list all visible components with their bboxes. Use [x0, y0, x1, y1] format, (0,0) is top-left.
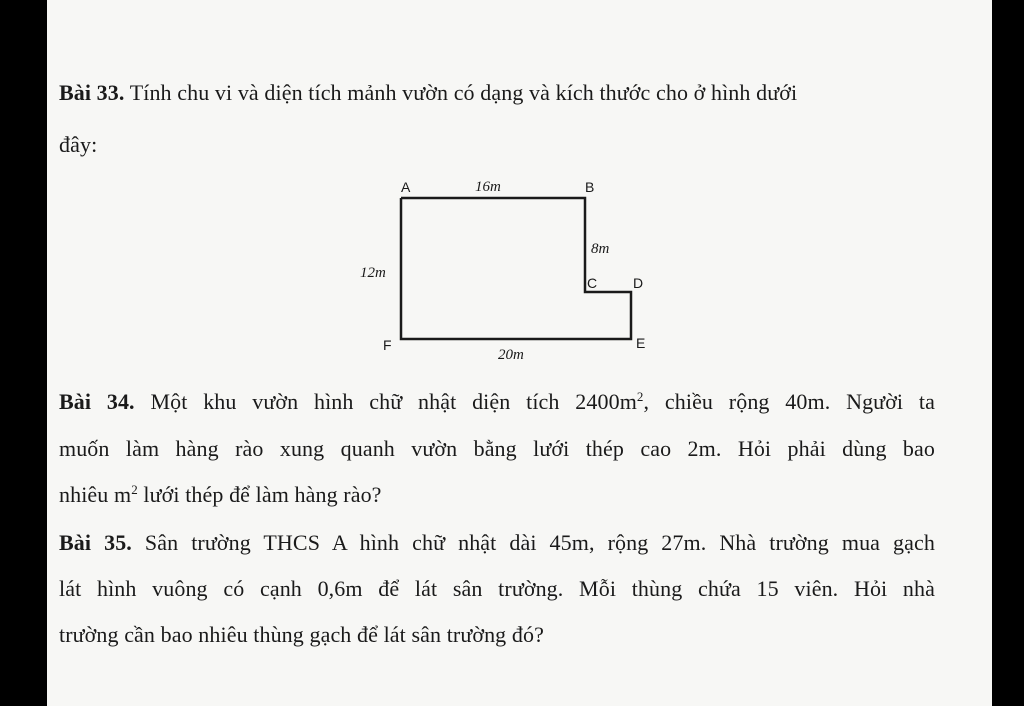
point-label-c: C: [587, 275, 598, 291]
problem-34-text-1a: Một khu vườn hình chữ nhật diện tích 2400m: [134, 389, 637, 414]
dimension-af: 12m: [360, 265, 386, 281]
dimension-bc: 8m: [591, 241, 610, 257]
problem-34-text-3b: lưới thép để làm hàng rào?: [137, 482, 382, 507]
problem-35-line-2: lát hình vuông có cạnh 0,6m để lát sân trường. Mỗi thùng chứa 15 viên. Hỏi nhà: [59, 576, 935, 601]
problem-35-line-3: trường cần bao nhiêu thùng gạch để lát sân trường đó?: [59, 622, 544, 647]
point-label-e: E: [636, 335, 646, 351]
problem-35-label: Bài 35.: [59, 530, 132, 555]
document-page: [47, 0, 992, 706]
garden-outline: [401, 198, 631, 339]
point-label-f: F: [383, 337, 392, 353]
problem-34-line-2: muốn làm hàng rào xung quanh vườn bằng lưới thép cao 2m. Hỏi phải dùng bao: [59, 436, 935, 461]
problem-34-line-1: [59, 389, 935, 415]
problem-34-label: Bài 34.: [59, 389, 135, 414]
problem-33-text-1: Tính chu vi và diện tích mảnh vườn có dạng và kích thước cho ở hình dưới: [124, 80, 798, 105]
dimension-ab: 16m: [475, 179, 501, 195]
problem-33-line-2: đây:: [59, 132, 98, 157]
problem-35-text-1: Sân trường THCS A hình chữ nhật dài 45m, rộng 27m. Nhà trường mua gạch: [131, 530, 935, 555]
problem-33-label: Bài 33.: [59, 80, 125, 105]
superscript-2: 2: [636, 389, 644, 404]
problem-34-text-1b: , chiều rộng 40m. Người ta: [643, 389, 935, 414]
point-label-b: B: [585, 179, 595, 195]
point-label-d: D: [633, 275, 644, 291]
superscript-2: 2: [131, 482, 138, 497]
point-label-a: A: [401, 179, 411, 195]
dimension-fe: 20m: [498, 347, 524, 363]
problem-34-text-3a: nhiêu m: [59, 482, 132, 507]
problem-34-line-3: [59, 482, 382, 508]
problem-35-line-1: [59, 530, 935, 556]
